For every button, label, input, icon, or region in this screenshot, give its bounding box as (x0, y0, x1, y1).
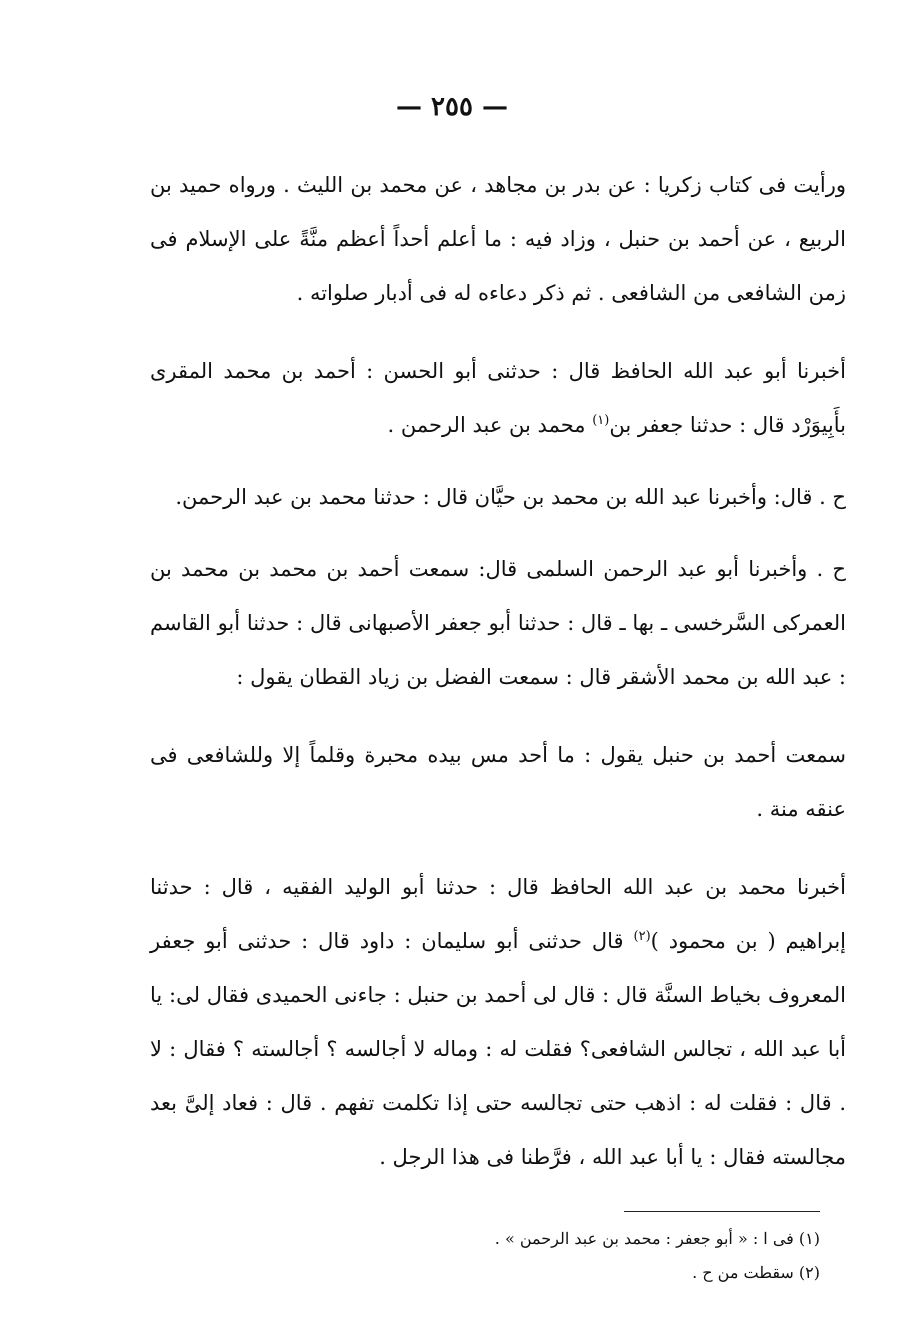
paragraph-text-end: محمد بن عبد الرحمن . (387, 413, 586, 437)
paragraph-ahmad-quote: سمعت أحمد بن حنبل يقول : ما أحد مس بيده محبرة وقلماً إلا وللشافعى فى عنقه منة . (150, 743, 846, 821)
body-text (150, 158, 846, 1208)
footnote-1: (١) فى ا : « أبو جعفر : محمد بن عبد الرحمن » . (494, 1229, 820, 1248)
footnote-divider (624, 1211, 820, 1212)
footnotes (300, 1222, 820, 1290)
paragraph-abu-abdullah-hafiz (150, 344, 846, 452)
footnote-ref-2: (٢) (633, 929, 651, 944)
paragraph-text-start: أخبرنا أبو عبد الله الحافظ قال : حدثنى أبو الحسن : أحمد بن محمد المقرى بأَبِيوَرْد قال : حدثنا جعفر بن (150, 359, 846, 437)
paragraph-text-end: قال حدثنى أبو سليمان : داود قال : حدثنى أبو جعفر المعروف بخياط السنَّة قال : قال لى أحمد بن حنبل : جاءنى الحميدى فقال لى: يا أبا عبد الله ، تجالس الشافعى؟ فقلت له : وماله لا أجالسه ؟ أجالسته ؟ فقال : لا . قال : فقلت له : اذهب حتى تجالسه حتى إذا تكلمت تفهم . قال : فعاد إلىَّ بعد مجالسته فقال : يا أبا عبد الله ، فرَّطنا فى هذا الرجل . (150, 929, 846, 1169)
page-number: — ٢٥٥ — (395, 92, 509, 122)
footnote-2: (٢) سقطت من ح . (692, 1263, 820, 1282)
paragraph-zakariya: ورأيت فى كتاب زكريا : عن بدر بن مجاهد ، عن محمد بن الليث . ورواه حميد بن الربيع ، عن أحمد بن حنبل ، وزاد فيه : ما أعلم أحداً أعظم منَّةً على الإسلام فى زمن الشافعى من الشافعى . ثم ذكر دعاءه له فى أدبار صلواته . (150, 173, 846, 305)
paragraph-text-start: أخبرنا محمد بن عبد الله الحافظ قال : حدثنا أبو الوليد الفقيه ، قال : حدثنا إبراهيم ( بن محمود ) (150, 875, 846, 953)
footnote-ref-1: (١) (592, 413, 610, 428)
paragraph-humaydi (150, 860, 846, 1184)
paragraph-ibn-hayyan: ح . قال: وأخبرنا عبد الله بن محمد بن حيَّان قال : حدثنا محمد بن عبد الرحمن. (175, 485, 846, 509)
paragraph-sulami: ح . وأخبرنا أبو عبد الرحمن السلمى قال: سمعت أحمد بن محمد بن محمد بن العمركى السَّرخسى ـ بها ـ قال : حدثنا أبو جعفر الأصبهانى قال : حدثنا أبو القاسم : عبد الله بن محمد الأشقر قال : سمعت الفضل بن زياد القطان يقول : (150, 557, 846, 689)
